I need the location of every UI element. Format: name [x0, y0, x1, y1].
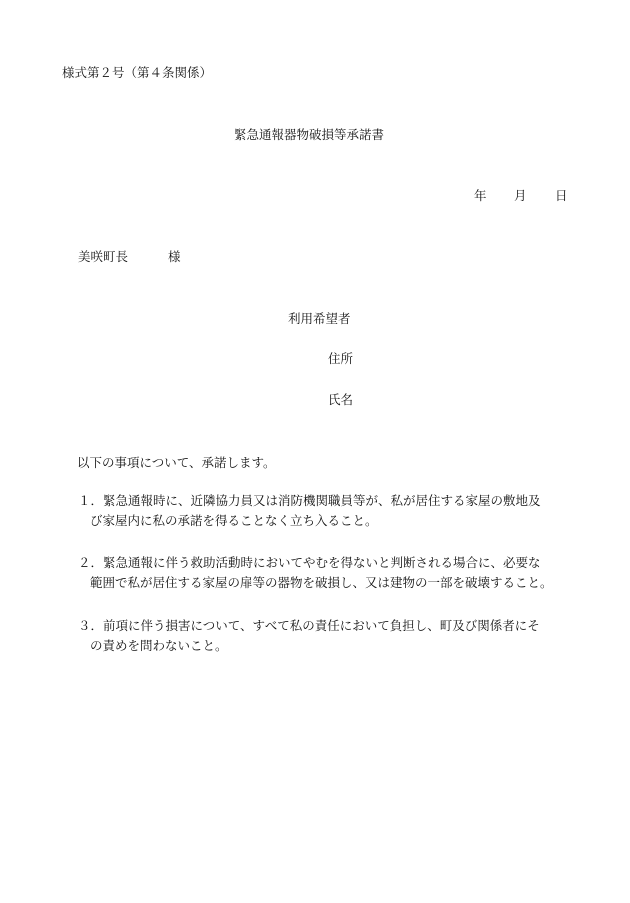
addressee-honorific: 様 — [168, 249, 181, 264]
consent-item-1 — [78, 491, 541, 531]
consent-item-2-line-1: ２．緊急通報に伴う救助活動時においてやむを得ないと判断される場合に、必要な — [78, 555, 541, 570]
consent-item-3-line-1: ３．前項に伴う損害について、すべて私の責任において負担し、町及び関係者にそ — [78, 618, 540, 633]
consent-item-2 — [78, 553, 553, 593]
address-label: 住所 — [328, 351, 354, 366]
addressee-name: 美咲町長 — [78, 249, 129, 264]
date-day-label: 日 — [555, 188, 568, 203]
date-year-label: 年 — [474, 188, 487, 203]
document-title: 緊急通報器物破損等承諾書 — [234, 127, 385, 142]
consent-item-1-line-1: １．緊急通報時に、近隣協力員又は消防機関職員等が、私が居住する家屋の敷地及 — [78, 493, 541, 508]
consent-item-3-line-2: の責めを問わないこと。 — [90, 638, 228, 653]
consent-item-2-line-2: 範囲で私が居住する家屋の扉等の器物を破損し、又は建物の一部を破壊すること。 — [90, 575, 553, 590]
intro-statement: 以下の事項について、承諾します。 — [77, 455, 276, 470]
date-month-label: 月 — [514, 188, 527, 203]
name-label: 氏名 — [328, 392, 354, 407]
applicant-label: 利用希望者 — [288, 311, 351, 326]
consent-item-3 — [78, 616, 540, 656]
consent-item-1-line-2: び家屋内に私の承諾を得ることなく立ち入ること。 — [90, 513, 378, 528]
form-number: 様式第２号（第４条関係） — [62, 65, 213, 80]
